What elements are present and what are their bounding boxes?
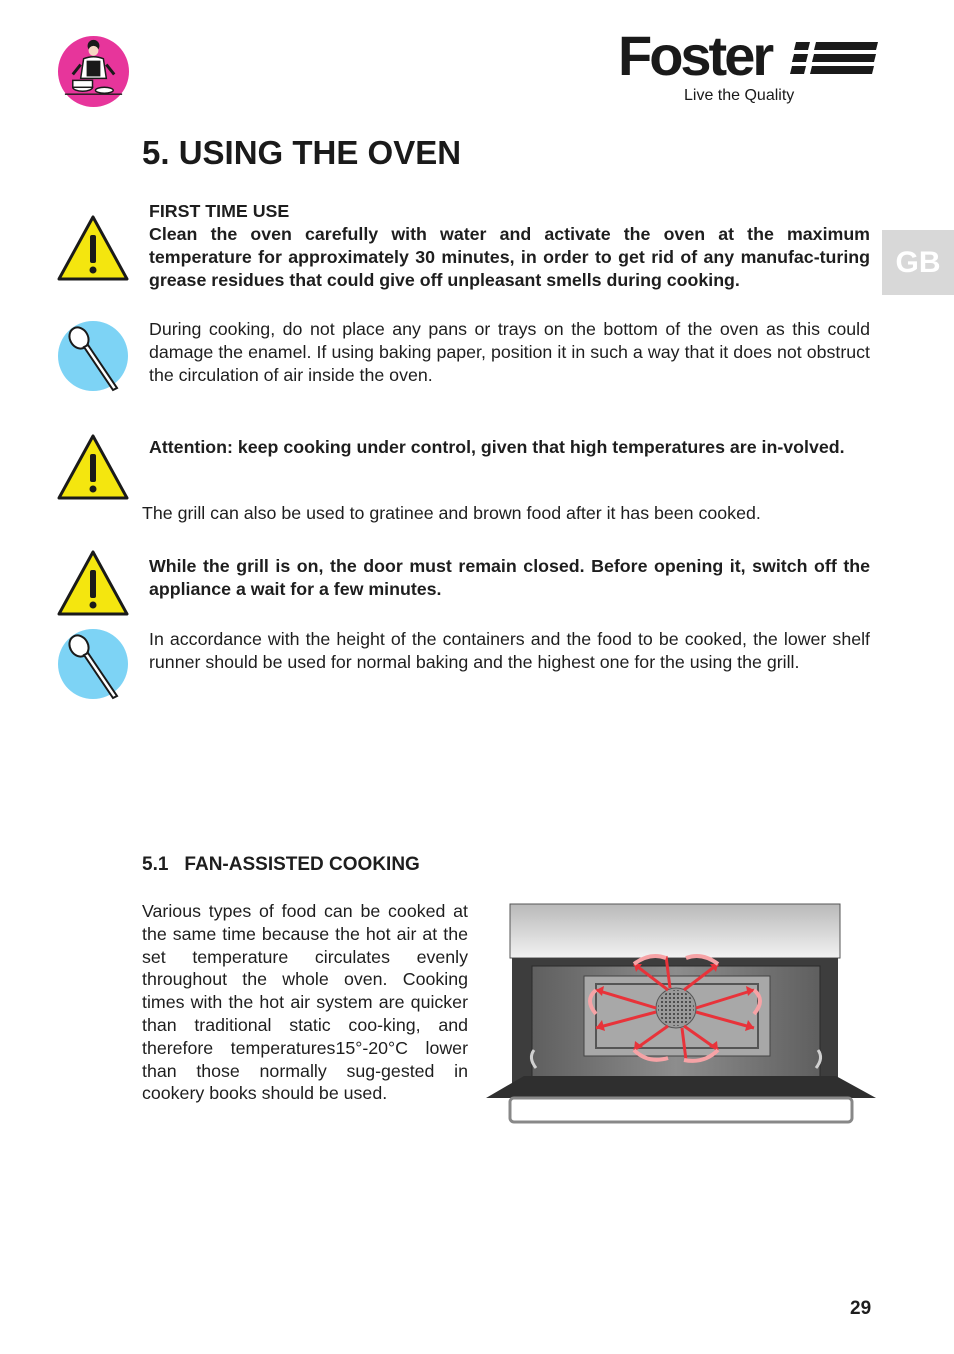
subsection-number: 5.1 [142, 854, 169, 875]
fan-cooking-text: Various types of food can be cooked at the same time because the hot air at the set temperature circulates evenly throughout the whole oven. Cooking times with the hot air system are quicker than traditional static coo-king, and therefore temperatures15°-20°C lower than those normally sug-gested in cookery books should be used. [142, 901, 468, 1104]
first-use-text: Clean the oven carefully with water and activate the oven at the maximum temperature for approximately 30 minutes, in order to get rid of any manufac-turing grease residues that could give off unpleasant smells during cooking. [149, 224, 870, 290]
brand-logo-stripes-icon [790, 40, 878, 76]
attention-text: Attention: keep cooking under control, given that high temperatures are in-volved. [149, 437, 845, 457]
subsection-title [142, 854, 420, 876]
brand-tagline: Live the Quality [684, 87, 795, 104]
chef-cooking-icon [57, 35, 130, 108]
tip-baking-paper-text: During cooking, do not place any pans or trays on the bottom of the oven as this could damage the enamel. If using baking paper, position it in such a way that it does not obstruct the circulation of air inside the oven. [149, 319, 870, 385]
fan-oven-illustration [484, 900, 878, 1130]
language-tab: GB [882, 230, 954, 295]
warning-icon [57, 548, 129, 620]
warning-icon [57, 432, 129, 504]
brand-logo: Foster [618, 24, 772, 87]
spoon-tip-icon [57, 628, 129, 700]
grill-text: The grill can also be used to gratinee and brown food after it has been cooked. [142, 503, 761, 523]
page-number: 29 [850, 1298, 872, 1319]
grill-door-warning-text: While the grill is on, the door must remain closed. Before opening it, switch off the appliance a wait for a few minutes. [149, 556, 870, 599]
section-title: 5. USING THE OVEN [142, 134, 462, 171]
spoon-tip-icon [57, 320, 129, 392]
tip-shelf-runner-text: In accordance with the height of the containers and the food to be cooked, the lower shelf runner should be used for normal baking and the highest one for the using the grill. [149, 629, 870, 672]
subsection-title-text: FAN-ASSISTED COOKING [184, 854, 420, 875]
warning-icon [57, 213, 129, 285]
first-use-heading: FIRST TIME USE [149, 201, 290, 221]
